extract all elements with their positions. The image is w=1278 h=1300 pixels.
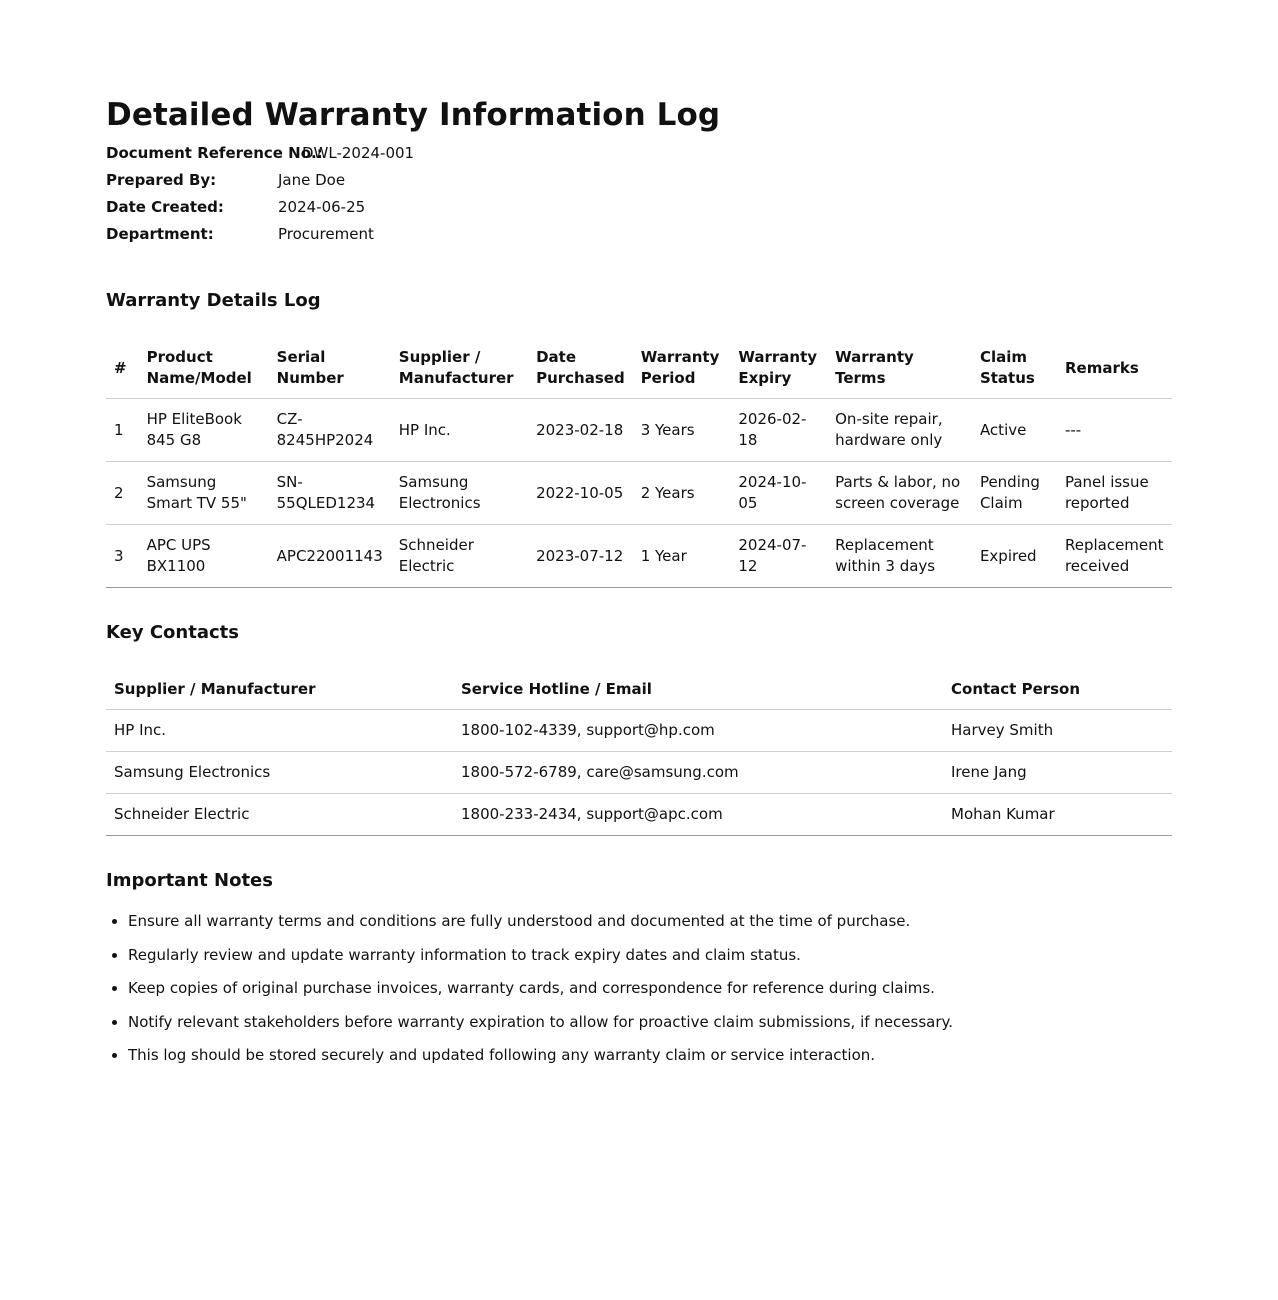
column-header-claim-status: Claim Status [972, 338, 1057, 399]
product-name: HP EliteBook 845 G8 [139, 399, 269, 462]
document-meta [106, 140, 1172, 248]
contacts-section-heading: Key Contacts [106, 622, 239, 643]
list-item: • Ensure all warranty terms and conditions are fully understood and documented at the time of purchase. [128, 911, 1172, 932]
contact-person: Harvey Smith [943, 710, 1172, 752]
warranty-expiry: 2024-10-05 [730, 462, 827, 525]
meta-value: DWL-2024-001 [302, 144, 415, 162]
warranty-expiry: 2026-02-18 [730, 399, 827, 462]
notes-list [106, 911, 1172, 1066]
supplier: Samsung Electronics [106, 752, 453, 794]
meta-row-prepared-by [106, 167, 1172, 194]
date-purchased: 2023-07-12 [528, 525, 633, 588]
remarks: Replacement received [1057, 525, 1172, 588]
meta-label: Prepared By: [106, 171, 217, 189]
meta-value: Procurement [278, 225, 374, 243]
table-row [106, 399, 1172, 462]
warranty-expiry: 2024-07-12 [730, 525, 827, 588]
warranty-terms: Replacement within 3 days [827, 525, 972, 588]
meta-row-date-created [106, 194, 1172, 221]
meta-label: Date Created: [106, 198, 224, 216]
product-name: APC UPS BX1100 [139, 525, 269, 588]
column-header-supplier: Supplier / Manufacturer [106, 669, 453, 710]
list-item: • Regularly review and update warranty information to track expiry dates and claim status. [128, 945, 1172, 966]
date-purchased: 2022-10-05 [528, 462, 633, 525]
notes-section-heading: Important Notes [106, 870, 273, 891]
claim-status: Pending Claim [972, 462, 1057, 525]
row-number: 2 [106, 462, 139, 525]
warranty-section-heading: Warranty Details Log [106, 290, 321, 311]
hotline-email: 1800-102-4339, support@hp.com [453, 710, 943, 752]
list-item: • This log should be stored securely and updated following any warranty claim or service interaction. [128, 1045, 1172, 1066]
column-header-hotline: Service Hotline / Email [453, 669, 943, 710]
supplier: Samsung Electronics [391, 462, 528, 525]
meta-value: Jane Doe [278, 171, 346, 189]
hotline-email: 1800-572-6789, care@samsung.com [453, 752, 943, 794]
claim-status: Expired [972, 525, 1057, 588]
supplier: HP Inc. [106, 710, 453, 752]
page-title: Detailed Warranty Information Log [106, 97, 721, 133]
hotline-email: 1800-233-2434, support@apc.com [453, 794, 943, 836]
warranty-period: 1 Year [633, 525, 731, 588]
column-header-contact-person: Contact Person [943, 669, 1172, 710]
column-header-date-purchased: Date Purchased [528, 338, 633, 399]
column-header-number: # [106, 338, 139, 399]
supplier: Schneider Electric [391, 525, 528, 588]
warranty-terms: Parts & labor, no screen coverage [827, 462, 972, 525]
serial-number: APC22001143 [269, 525, 391, 588]
meta-label: Document Reference No.: [106, 144, 323, 162]
remarks: Panel issue reported [1057, 462, 1172, 525]
product-name: Samsung Smart TV 55" [139, 462, 269, 525]
serial-number: SN-55QLED1234 [269, 462, 391, 525]
contact-person: Irene Jang [943, 752, 1172, 794]
column-header-serial: Serial Number [269, 338, 391, 399]
contacts-header-row [106, 669, 1172, 710]
warranty-period: 3 Years [633, 399, 731, 462]
supplier: Schneider Electric [106, 794, 453, 836]
contact-person: Mohan Kumar [943, 794, 1172, 836]
date-purchased: 2023-02-18 [528, 399, 633, 462]
meta-value: 2024-06-25 [278, 198, 366, 216]
remarks: --- [1057, 399, 1172, 462]
meta-row-reference [106, 140, 1172, 167]
column-header-supplier: Supplier / Manufacturer [391, 338, 528, 399]
serial-number: CZ-8245HP2024 [269, 399, 391, 462]
table-row [106, 525, 1172, 588]
column-header-warranty-period: Warranty Period [633, 338, 731, 399]
list-item: • Keep copies of original purchase invoices, warranty cards, and correspondence for reference during claims. [128, 978, 1172, 999]
meta-row-department [106, 221, 1172, 248]
claim-status: Active [972, 399, 1057, 462]
column-header-remarks: Remarks [1057, 338, 1172, 399]
column-header-warranty-expiry: Warranty Expiry [730, 338, 827, 399]
table-row [106, 710, 1172, 752]
row-number: 3 [106, 525, 139, 588]
supplier: HP Inc. [391, 399, 528, 462]
row-number: 1 [106, 399, 139, 462]
warranty-table [106, 338, 1172, 588]
column-header-warranty-terms: Warranty Terms [827, 338, 972, 399]
contacts-table [106, 669, 1172, 836]
warranty-header-row [106, 338, 1172, 399]
list-item: • Notify relevant stakeholders before warranty expiration to allow for proactive claim submissions, if necessary. [128, 1012, 1172, 1033]
warranty-period: 2 Years [633, 462, 731, 525]
column-header-product: Product Name/Model [139, 338, 269, 399]
meta-label: Department: [106, 225, 214, 243]
warranty-terms: On-site repair, hardware only [827, 399, 972, 462]
table-row [106, 794, 1172, 836]
table-row [106, 462, 1172, 525]
table-row [106, 752, 1172, 794]
